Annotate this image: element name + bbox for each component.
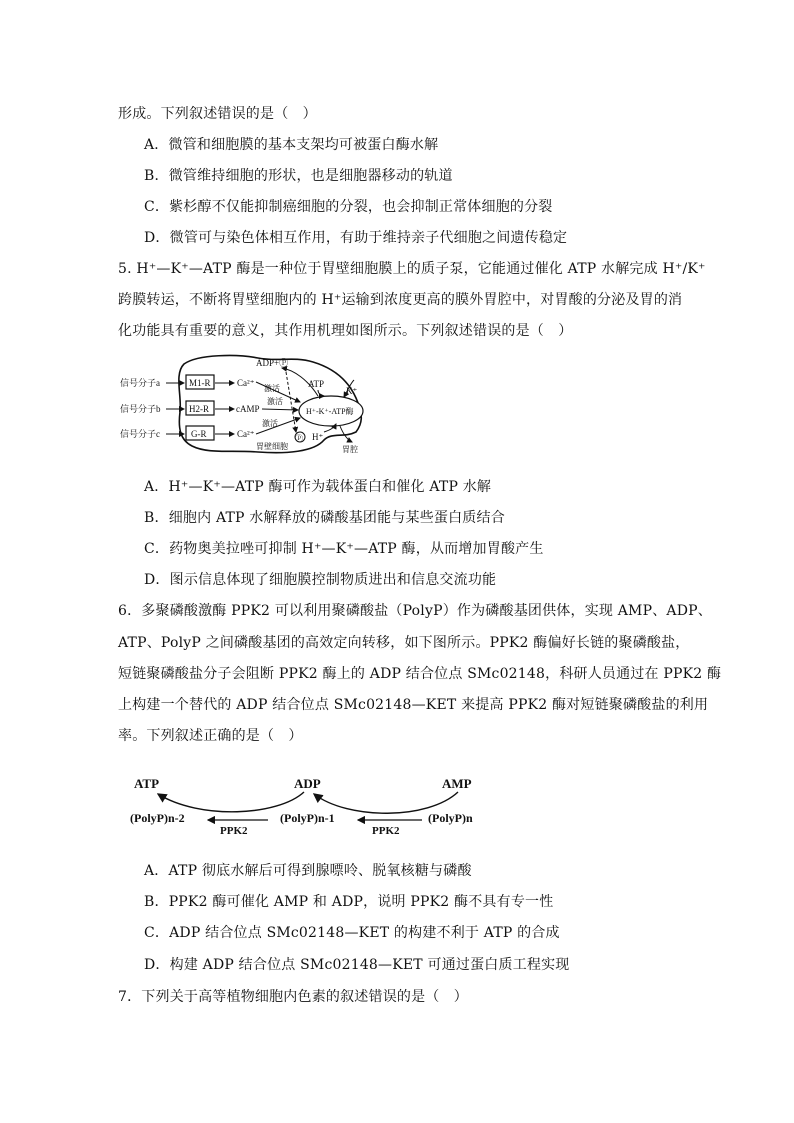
q4-option-b: B．微管维持细胞的形状，也是细胞器移动的轨道	[144, 168, 453, 184]
q6-option-d: D．构建 ADP 结合位点 SMc02148—KET 可通过蛋白质工程实现	[144, 957, 570, 973]
amp-label: AMP	[442, 776, 472, 791]
q6-stem-line-5: 率。下列叙述正确的是（ ）	[118, 728, 303, 744]
q6-stem-line-2: ATP、PolyP 之间磷酸基团的高效定向转移，如下图所示。PPK2 酶偏好长链的聚磷酸盐，	[118, 635, 690, 651]
receptor-g-label: G-R	[191, 429, 207, 439]
h-ion-label: H⁺	[312, 432, 324, 442]
k-ion-label: K⁺	[346, 386, 358, 396]
q5-option-b: B．细胞内 ATP 水解释放的磷酸基团能与某些蛋白质结合	[144, 510, 505, 526]
adp-to-atp-arc	[158, 792, 304, 812]
polyp-n1-label: (PolyP)n-1	[280, 811, 335, 825]
activate-label-1: 激活	[264, 384, 280, 393]
receptor-h2-label: H2-R	[189, 404, 209, 414]
polyp-n-label: (PolyP)n	[428, 811, 473, 825]
q5-option-c: C．药物奥美拉唑可抑制 H⁺—K⁺—ATP 酶，从而增加胃酸产生	[144, 541, 544, 557]
receptor-m1-label: M1-R	[189, 378, 211, 388]
atp-to-enzyme-arrow	[318, 390, 324, 396]
q5-figure	[118, 350, 378, 462]
q6-option-b: B．PPK2 酶可催化 AMP 和 ADP，说明 PPK2 酶不具有专一性	[144, 894, 554, 910]
signal-b-label: 信号分子b	[120, 404, 161, 414]
q6-stem-line-3: 短链聚磷酸盐分子会阻断 PPK2 酶上的 ADP 结合位点 SMc02148，科研人员通过在 PPK2 酶	[118, 666, 722, 682]
q5-stem-line-2: 跨膜转运，不断将胃壁细胞内的 H⁺运输到浓度更高的膜外胃腔中，对胃酸的分泌及胃的消	[118, 292, 683, 308]
activate-label-2: 激活	[267, 397, 283, 406]
q6-stem-line-4: 上构建一个替代的 ADP 结合位点 SMc02148—KET 来提高 PPK2 酶对短链聚磷酸盐的利用	[118, 697, 709, 713]
q5-option-d: D．图示信息体现了细胞膜控制物质进出和信息交流功能	[144, 572, 497, 588]
adp-label: ADP	[294, 776, 321, 791]
adp-pi-label: ADP+Ⓟ	[256, 358, 289, 368]
signal-a-label: 信号分子a	[120, 378, 160, 388]
ppk2-right-label: PPK2	[372, 825, 400, 836]
q6-option-c: C．ADP 结合位点 SMc02148—KET 的构建不利于 ATP 的合成	[144, 925, 560, 941]
q4-stem-end: 形成。下列叙述错误的是（ ）	[118, 106, 317, 122]
enzyme-label: H⁺-K⁺-ATP酶	[306, 407, 354, 416]
messenger-ca-1: Ca²⁺	[237, 378, 255, 388]
atp-label: ATP	[308, 379, 325, 389]
polyp-n2-label: (PolyP)n-2	[130, 811, 185, 825]
lumen-label: 胃腔	[342, 445, 358, 454]
q5-stem-line-3: 化功能具有重要的意义，其作用机理如图所示。下列叙述错误的是（ ）	[118, 323, 573, 339]
q4-option-a: A．微管和细胞膜的基本支架均可被蛋白酶水解	[144, 137, 439, 153]
cell-label: 胃壁细胞	[256, 442, 288, 451]
q4-option-c: C．紫杉醇不仅能抑制癌细胞的分裂，也会抑制正常体细胞的分裂	[144, 199, 553, 215]
pi-label: Ⓟ	[295, 434, 303, 443]
signal-c-label: 信号分子c	[120, 429, 160, 439]
messenger-camp: cAMP	[236, 404, 260, 414]
ppk2-left-label: PPK2	[220, 825, 248, 836]
q5-option-a: A．H⁺—K⁺—ATP 酶可作为载体蛋白和催化 ATP 水解	[144, 479, 492, 495]
activate-label-3: 激活	[262, 419, 278, 428]
q6-figure	[128, 770, 488, 836]
messenger-ca-2: Ca²⁺	[237, 429, 255, 439]
q6-stem-line-1: 6．多聚磷酸激酶 PPK2 可以利用聚磷酸盐（PolyP）作为磷酸基团供体，实现 AMP、ADP、	[118, 603, 712, 619]
q5-stem-line-1: 5. H⁺—K⁺—ATP 酶是一种位于胃壁细胞膜上的质子泵，它能通过催化 ATP 水解完成 H⁺/K⁺	[118, 261, 706, 277]
q6-option-a: A．ATP 彻底水解后可得到腺嘌呤、脱氧核糖与磷酸	[144, 863, 472, 879]
q4-option-d: D．微管可与染色体相互作用，有助于维持亲子代细胞之间遗传稳定	[144, 230, 568, 246]
q7-stem: 7．下列关于高等植物细胞内色素的叙述错误的是（ ）	[118, 989, 468, 1005]
atp-label: ATP	[134, 776, 160, 791]
